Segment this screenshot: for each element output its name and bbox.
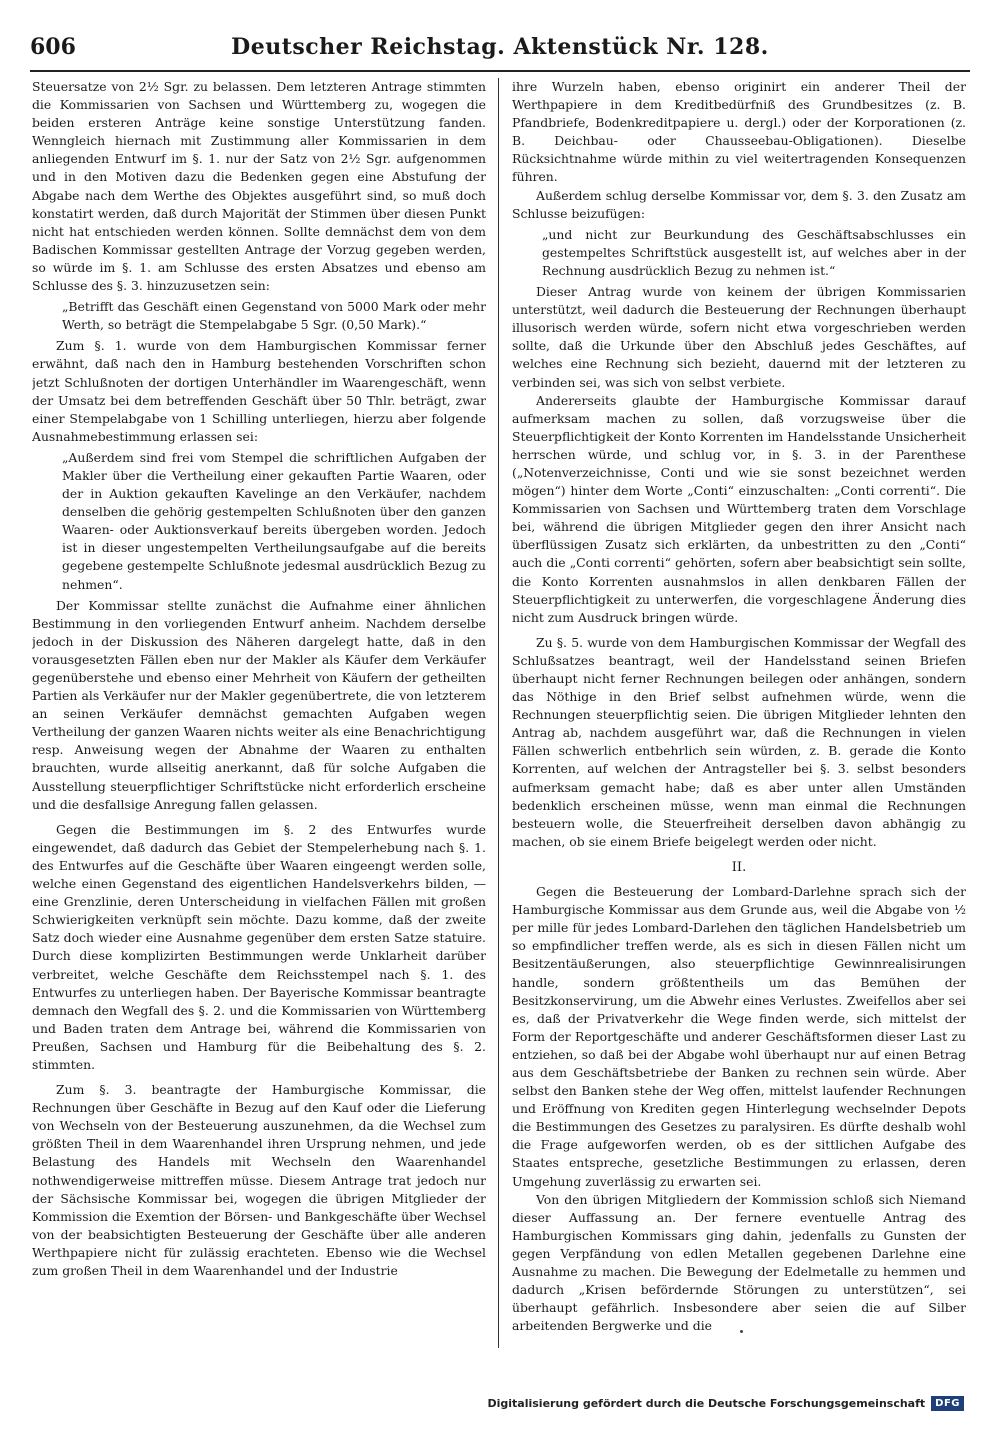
paragraph: Zu §. 5. wurde von dem Hamburgischen Kommissar der Wegfall des Schlußsatzes beantragt, weil der Handelsstand seinen Briefen überhaupt nicht ferner Rechnungen beilegen oder anhängen, sondern das Nöthige in den Brief selbst aufnehmen würde, wenn die Rechnungen steuerpflichtig seien. Die übrigen Mitglieder lehnten den Antrag ab, nachdem ausgeführt war, daß die Rechnungen in vielen Fällen schwerlich entbehrlich sein würden, z. B. gerade die Konto Korrenten, auf welchen der Antragsteller bei §. 3. selbst besonders aufmerksam gemacht habe; daß es aber unter allen Umständen bedenklich erscheinen müsse, wenn man einmal die Rechnungen besteuern wolle, die Steuerfreiheit derselben davon abhängig zu machen, ob sie einem Briefe beigelegt werden oder nicht.	[512, 634, 966, 849]
paragraph: Andererseits glaubte der Hamburgische Kommissar darauf aufmerksam machen zu sollen, daß vorzugsweise über die Steuerpflichtigkeit der Konto Korrenten im Handelsstande Unsicherheit herrschen würde, und schlug vor, in §. 3. in der Parenthese („Notenverzeichnisse, Conti und wie sie sonst bezeichnet werden mögen“) hinter dem Worte „Conti“ einzuschalten: „Conti correnti“. Die Kommissarien von Sachsen und Württemberg traten dem Vorschlage bei, während die übrigen Mitglieder gegen den ihrer Ansicht nach überflüssigen Zusatz sich erklärten, da unbestritten zu den „Conti“ auch die „Conti correnti“ gehörten, sofern aber beabsichtigt sein sollte, die Konto Korrenten ausnahmslos in allen denkbaren Fällen der Steuerpflichtigkeit zu unterwerfen, die vorgeschlagene Änderung dies nicht zum Ausdruck bringen würde.	[512, 392, 966, 625]
page-header	[30, 34, 970, 68]
paragraph: Zum §. 3. beantragte der Hamburgische Kommissar, die Rechnungen über Geschäfte in Bezug auf den Kauf oder die Lieferung von Wechseln von der Besteuerung auszunehmen, da die Wechsel zum größten Theil in dem Waarenhandel ihren Ursprung nehmen, und jede Belastung des Handels mit Wechseln den Waarenhandel nothwendigerweise mittreffen müsse. Diesem Antrage trat jedoch nur der Sächsische Kommissar bei, wogegen die übrigen Mitglieder der Kommission die Exemtion der Börsen- und Bankgeschäfte über Wechsel von der beabsichtigten Besteuerung der Geschäfte über alle anderen Werthpapiere nicht für zulässig erachteten. Ebenso wie die Wechsel zum großen Theil in dem Waarenhandel und der Industrie	[32, 1082, 486, 1278]
paragraph: Dieser Antrag wurde von keinem der übrigen Kommissarien unterstützt, weil dadurch die Besteuerung der Rechnungen überhaupt illusorisch werden würde, sofern nicht etwa vorgeschrieben werden sollte, daß die Urkunde über den Abschluß jedes Geschäftes, auf welches eine Rechnung sich bezieht, dauernd mit der letzteren zu verbinden sei, was sich von selbst verbiete.	[512, 284, 966, 390]
footer	[487, 1396, 964, 1411]
column-divider	[498, 78, 499, 1348]
paragraph: Gegen die Besteuerung der Lombard-Darlehne sprach sich der Hamburgische Kommissar aus dem Grunde aus, weil die Abgabe von ⅟₂ per mille für jedes Lombard-Darlehen den täglichen Handelsbetrieb um so empfindlicher treffen werde, als es sich in diesen Fällen nicht um Besitzentäußerungen, also steuerpflichtige Gewinnrealisirungen handle, sondern größtentheils um das Bemühen der Besitzkonservirung, um die Abwehr eines Verlustes. Zweifellos aber sei es, daß der Privatverkehr die Wege finden werde, sich mittelst der Form der Reportgeschäfte und anderer Geschäftsformen dieser Last zu entziehen, so daß bei der Abgabe wohl überhaupt nur auf einen Betrag aus dem Geschäftsbetriebe der Banken zu rechnen sein würde. Aber selbst den Banken stehe der Weg offen, mittelst laufender Rechnungen und Eröffnung von Krediten gegen Hinterlegung wechselnder Depots die Bestimmungen des Gesetzes zu paralysiren. Es dürfte deshalb wohl die Frage aufgeworfen werden, ob es der sittlichen Aufgabe des Staates entspreche, gesetzliche Bestimmungen zu erlassen, deren Umgehung zuverlässig zu erwarten sei.	[512, 884, 966, 1189]
paragraph: ihre Wurzeln haben, ebenso originirt ein anderer Theil der Werthpapiere in dem Kreditbedürfniß des Grundbesitzes (z. B. Pfandbriefe, Bodenkreditpapiere u. dergl.) oder der Korporationen (z. B. Deichbau- oder Chausseebau-Obligationen). Dieselbe Rücksichtnahme würde mithin zu viel weitertragenden Konsequenzen führen.	[512, 79, 966, 185]
left-column	[32, 78, 486, 1348]
section-heading: II.	[731, 859, 747, 875]
right-column	[512, 78, 966, 1348]
paragraph: Gegen die Bestimmungen im §. 2 des Entwurfes wurde eingewendet, daß dadurch das Gebiet der Stempelerhebung nach §. 1. des Entwurfes auf die Geschäfte über Waaren eingeengt werden solle, welche einen Gegenstand des eigentlichen Handelsverkehrs bilden, — eine Grenzlinie, deren Unterscheidung in vielfachen Fällen mit großen Schwierigkeiten verknüpft sein möchte. Dazu komme, daß der zweite Satz doch wieder eine Ausnahme gegenüber dem ersten Satze statuire. Durch diese komplizirten Bestimmungen werde Unklarheit darüber verbreitet, welche Geschäfte dem Reichsstempel nach §. 1. des Entwurfes zu unterliegen haben. Der Bayerische Kommissar beantragte demnach den Wegfall des §. 2. und die Kommissarien von Württemberg und Baden traten dem Antrage bei, während die Kommissarien von Preußen, Sachsen und Hamburg für die Beibehaltung des §. 2. stimmten.	[32, 821, 486, 1072]
paragraph: Außerdem schlug derselbe Kommissar vor, dem §. 3. den Zusatz am Schlusse beizufügen:	[512, 187, 966, 221]
header-rule	[30, 70, 970, 72]
paragraph: Zum §. 1. wurde von dem Hamburgischen Kommissar ferner erwähnt, daß nach den in Hamburg bestehenden Vorschriften schon jetzt Schlußnoten der dortigen Unterhändler im Waarengeschäft, wenn der Umsatz bei dem betreffenden Geschäft über 50 Thlr. beträgt, zwar einer Stempelabgabe von 1 Schilling unterliegen, hierzu aber folgende Ausnahmebestimmung erlassen sei:	[32, 338, 486, 444]
print-mark	[740, 1330, 743, 1333]
footer-credit: Digitalisierung gefördert durch die Deutsche Forschungsgemeinschaft	[487, 1397, 926, 1410]
paragraph: Steuersatze von 2⅟₂ Sgr. zu belassen. Dem letzteren Antrage stimmten die Kommissarien von Sachsen und Württemberg zu, wogegen die beiden ersteren Anträge keine sonstige Unterstützung fanden. Wenngleich hiernach mit Zustimmung aller Kommissarien in dem anliegenden Entwurf im §. 1. nur der Satz von 2⅟₂ Sgr. aufgenommen und in den Motiven dazu die Bedenken gegen eine Abstufung der Abgabe nach dem Werthe des Objektes ausgeführt sind, so muß doch konstatirt werden, daß durch Majorität der Stimmen über diesen Punkt nicht hat entschieden werden können. Sollte demnächst dem von dem Badischen Kommissar gestellten Antrage der Vorzug gegeben werden, so würde im §. 1. am Schlusse des ersten Absatzes und ebenso am Schlusse des §. 3. hinzuzusetzen sein:	[32, 79, 486, 294]
running-title: Deutscher Reichstag. Aktenstück Nr. 128.	[231, 34, 769, 60]
paragraph: Der Kommissar stellte zunächst die Aufnahme einer ähnlichen Bestimmung in den vorliegenden Entwurf anheim. Nachdem derselbe jedoch in der Diskussion des Näheren dargelegt hatte, daß in den vorausgesetzten Fällen eben nur der Makler als Käufer dem Verkäufer gegenüberstehe und ebenso einer Mehrheit von Käufern der getheilten Partien als Verkäufer nur der Makler gegenübertrete, die von letzterem an seinen Verkäufer demnächst gemachten Aufgaben wegen Vertheilung der ganzen Waaren nichts weiter als eine Benachrichtigung resp. Anweisung wegen der Abnahme der Waaren zu enthalten brauchten, wurde allseitig anerkannt, daß für solche Aufgaben die Ausstellung steuerpflichtiger Schriftstücke nicht erforderlich erscheine und die desfallsige Anregung fallen gelassen.	[32, 597, 486, 812]
quoted-text: „Betrifft das Geschäft einen Gegenstand von 5000 Mark oder mehr Werth, so beträgt die Stempelabgabe 5 Sgr. (0,50 Mark).“	[62, 299, 486, 333]
quoted-text: „und nicht zur Beurkundung des Geschäftsabschlusses ein gestempeltes Schriftstück ausgestellt ist, auf welches aber in der Rechnung ausdrücklich Bezug zu nehmen ist.“	[542, 226, 966, 278]
quoted-text: „Außerdem sind frei vom Stempel die schriftlichen Aufgaben der Makler über die Vertheilung einer gekauften Partie Waaren, oder der in Auktion gekauften Kavelinge an den Verkäufer, nachdem denselben die gehörig gestempelten Schlußnoten über den ganzen Waaren- oder Auktionsverkauf bereits übergeben worden. Jedoch ist in dieser ungestempelten Vertheilungsaufgabe auf die bereits gegebene gestempelte Schlußnote jedesmal ausdrücklich Bezug zu nehmen“.	[62, 449, 486, 592]
paragraph: Von den übrigen Mitgliedern der Kommission schloß sich Niemand dieser Auffassung an. Der fernere eventuelle Antrag des Hamburgischen Kommissars ging dahin, jedenfalls zu Gunsten der gegen Verpfändung von edlen Metallen gegebenen Darlehne eine Ausnahme zu machen. Die Bewegung der Edelmetalle zu hemmen und dadurch „Krisen befördernde Störungen zu unterstützen“, sei überhaupt gefährlich. Insbesondere aber seien die auf Silber arbeitenden Bergwerke und die	[512, 1191, 966, 1334]
page-number: 606	[30, 34, 76, 60]
dfg-logo-icon: DFG	[931, 1396, 964, 1411]
